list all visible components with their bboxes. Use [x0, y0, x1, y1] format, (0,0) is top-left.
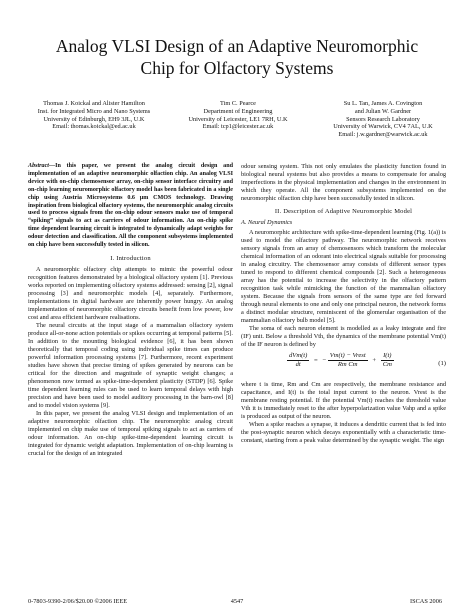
author-line: Sensors Research Laboratory	[346, 115, 420, 123]
intro-paragraph: The neural circuits at the input stage of a mammalian olfactory system produce all-or-none action potentials or spikes occurring at temporal patterns [5]. In addition to the mounting biological evidence [6], it has been shown theoretically that temporal coding using individual spike times can produce powerful information processing systems [7]. Furthermore, recent experiment studies have shown that precise timing of spikes generated by neurons can be critical for the direction and magnitude of synaptic weight changes; a phenomenon now termed as spike-time-dependent plasticity (STDP) [6]. Spike time dependent learning rules can be used to learn temporal delays with high precision and have been used to model auditory processing in the barn-owl [8] and to model vision systems [9].	[28, 321, 233, 409]
author-line: Tim C. Pearce	[220, 100, 256, 107]
author-line: and Julian W. Gardner	[354, 107, 412, 115]
paper-title	[30, 35, 444, 79]
footer-conference: ISCAS 2006	[409, 598, 442, 605]
author-group-3	[306, 100, 460, 139]
author-line: Inst. for Integrated Micro and Nano Systems	[37, 107, 151, 115]
title-line-2: Chip for Olfactory Systems	[140, 58, 334, 78]
equation-body	[287, 352, 394, 369]
intro-paragraph: A neuromorphic olfactory chip attempts to mimic the powerful odour recognition features demonstrated by a biological olfactory system [1]. Previous works reported on implementing olfactory systems addressed: sensing [2], signal processing [3] and neuromorphic models [4], separately. Furthermore, implementations in digital hardware are inherently power hungry. An analog implementation of neuromorphic olfactory circuits benefit from low power, low cost and area efficient hardware realisations.	[28, 265, 233, 321]
author-line: Email: tcp1@leicester.ac.uk	[202, 123, 274, 131]
equation-1	[241, 352, 446, 378]
eq-equals: =	[313, 357, 318, 365]
eq-term2-numerator: I(t)	[381, 352, 394, 361]
author-line: Email: j.w.gardner@warwick.ac.uk	[338, 131, 428, 139]
eq-term1-denominator: Rm Cm	[337, 361, 358, 368]
equation-number: (1)	[438, 360, 446, 367]
author-group-1	[14, 100, 174, 131]
eq-term1-fraction	[328, 352, 368, 369]
section-heading-introduction: I. Introduction	[110, 254, 151, 262]
right-column	[241, 163, 446, 445]
eq-term1-numerator: Vm(t) − Vrest	[329, 352, 366, 359]
intro-paragraph: In this paper, we present the analog VLSI design and implementation of an adaptive neuromorphic olfaction chip. The neuromorphic analog circuit implemented on chip make use of temporal spiking signals to act as carriers of odour information. An on-chip spike-time-dependent learning circuit is integrated for dynamic weight adaptation. Implementation of on-chip learning is crucial for the design of an integrated	[28, 409, 233, 457]
footer-page-number: 4547	[230, 598, 244, 605]
author-line: Su L. Tan, James A. Covington	[343, 100, 423, 107]
author-line: Thomas J. Koickal and Alister Hamilton	[43, 100, 145, 107]
author-line: Department of Engineering	[203, 107, 273, 115]
author-group-2	[174, 100, 302, 131]
intro-continuation: odour sensing system. This not only emulates the plasticity function found in biological neural systems but also provides a means to compensate for analog imperfections in the physical implementation and changes in the environment in which they operate. All the component subsystems implemented on the neuromorphic olfaction chip have been successfully tested in silicon.	[241, 163, 446, 202]
author-line: Email: thomas.koickal@ed.ac.uk	[52, 123, 136, 131]
abstract-text: —In this paper, we present the analog circuit design and implementation of an adaptive neuromorphic olfaction chip. An analog VLSI device with on-chip chemosensor array, on-chip sensor interface circuitry and on-chip learning neuromorphic olfactory model has been fabricated in a single chip using Austria Microsystems 0.6 µm CMOS technology. Drawing inspiration from biological olfactory systems, the neuromorphic analog circuits used to process signals from the on-chip odour sensors make use of temporal “spiking” signals to act as carriers of odour information. An on-chip spike time dependent learning circuit is integrated to dynamically adapt weights for odour detection and classification. All the component subsystems implemented on chip have been successfully tested in silicon.	[28, 163, 233, 249]
author-block	[14, 100, 460, 148]
subsection-heading-neural-dynamics: A. Neural Dynamics	[241, 219, 293, 226]
eq-term2-fraction	[381, 352, 394, 369]
model-paragraph: A neuromorphic architecture with spike-time-dependent learning (Fig. 1(a)) is used to model the olfactory pathway. The neuromorphic network receives sensory signals from an array of chemosensors which transform the molecular chemical information of an odorant into electrical signals suitable for processing in analog circuitry. The chemosensor array consists of different sensor types tuned to respond to different chemical compounds [2]. Such a heterogeneous array has the potential to increase the selectivity in the olfactory pattern recognition task while mimicking the function of the mammalian olfactory system. Because the signals from sensors of the same type are fed forward through neural elements to one and only one principal neuron, the network forms a distinct modular structure, reminiscent of the glomerular organisation of the mammalian olfactory bulb model [5].	[241, 229, 446, 324]
eq-term2-denominator: Cm	[382, 361, 392, 368]
footer-copyright: 0-7803-9390-2/06/$20.00 ©2006 IEEE	[28, 598, 128, 605]
author-line: University of Warwick, CV4 7AL, U.K	[333, 123, 433, 131]
eq-lhs-numerator: dVm(t)	[289, 352, 308, 359]
model-paragraph: where t is time, Rm and Cm are respectively, the membrane resistance and capacitance, and I(t) is the total input current to the neuron. Vrest is the membrane resting potential. If the potential Vm(t) reaches the threshold value Vth it is immediately reset to the after hyperpolarization value Vahp and a spike is produced as output of the neuron.	[241, 381, 446, 420]
abstract-label: Abstract	[28, 163, 49, 169]
author-line: University of Edinburgh, EH9 3JL, U.K	[43, 115, 145, 123]
abstract	[28, 163, 233, 250]
model-paragraph: The soma of each neuron element is modelled as a leaky integrate and fire (IF) unit. Below a threshold Vth, the dynamics of the membrane potential Vm(t) of the IF neuron is defined by	[241, 325, 446, 348]
author-line: University of Leicester, LE1 7RH, U.K	[188, 115, 288, 123]
section-heading-model: II. Description of Adaptive Neuromorphic Model	[274, 208, 413, 215]
title-line-1: Analog VLSI Design of an Adaptive Neuromorphic	[55, 36, 419, 56]
eq-lhs-fraction	[287, 352, 309, 369]
eq-plus: +	[372, 357, 377, 365]
model-paragraph: When a spike reaches a synapse, it induces a dendritic current that is fed into the post-synaptic neuron which decays exponentially with a characteristic time-constant, starting from a peak value determined by the synaptic weight. The sign	[241, 421, 446, 444]
left-column	[28, 163, 233, 458]
eq-lhs-denominator: dt	[295, 361, 301, 368]
eq-minus-sign: −	[322, 357, 327, 365]
